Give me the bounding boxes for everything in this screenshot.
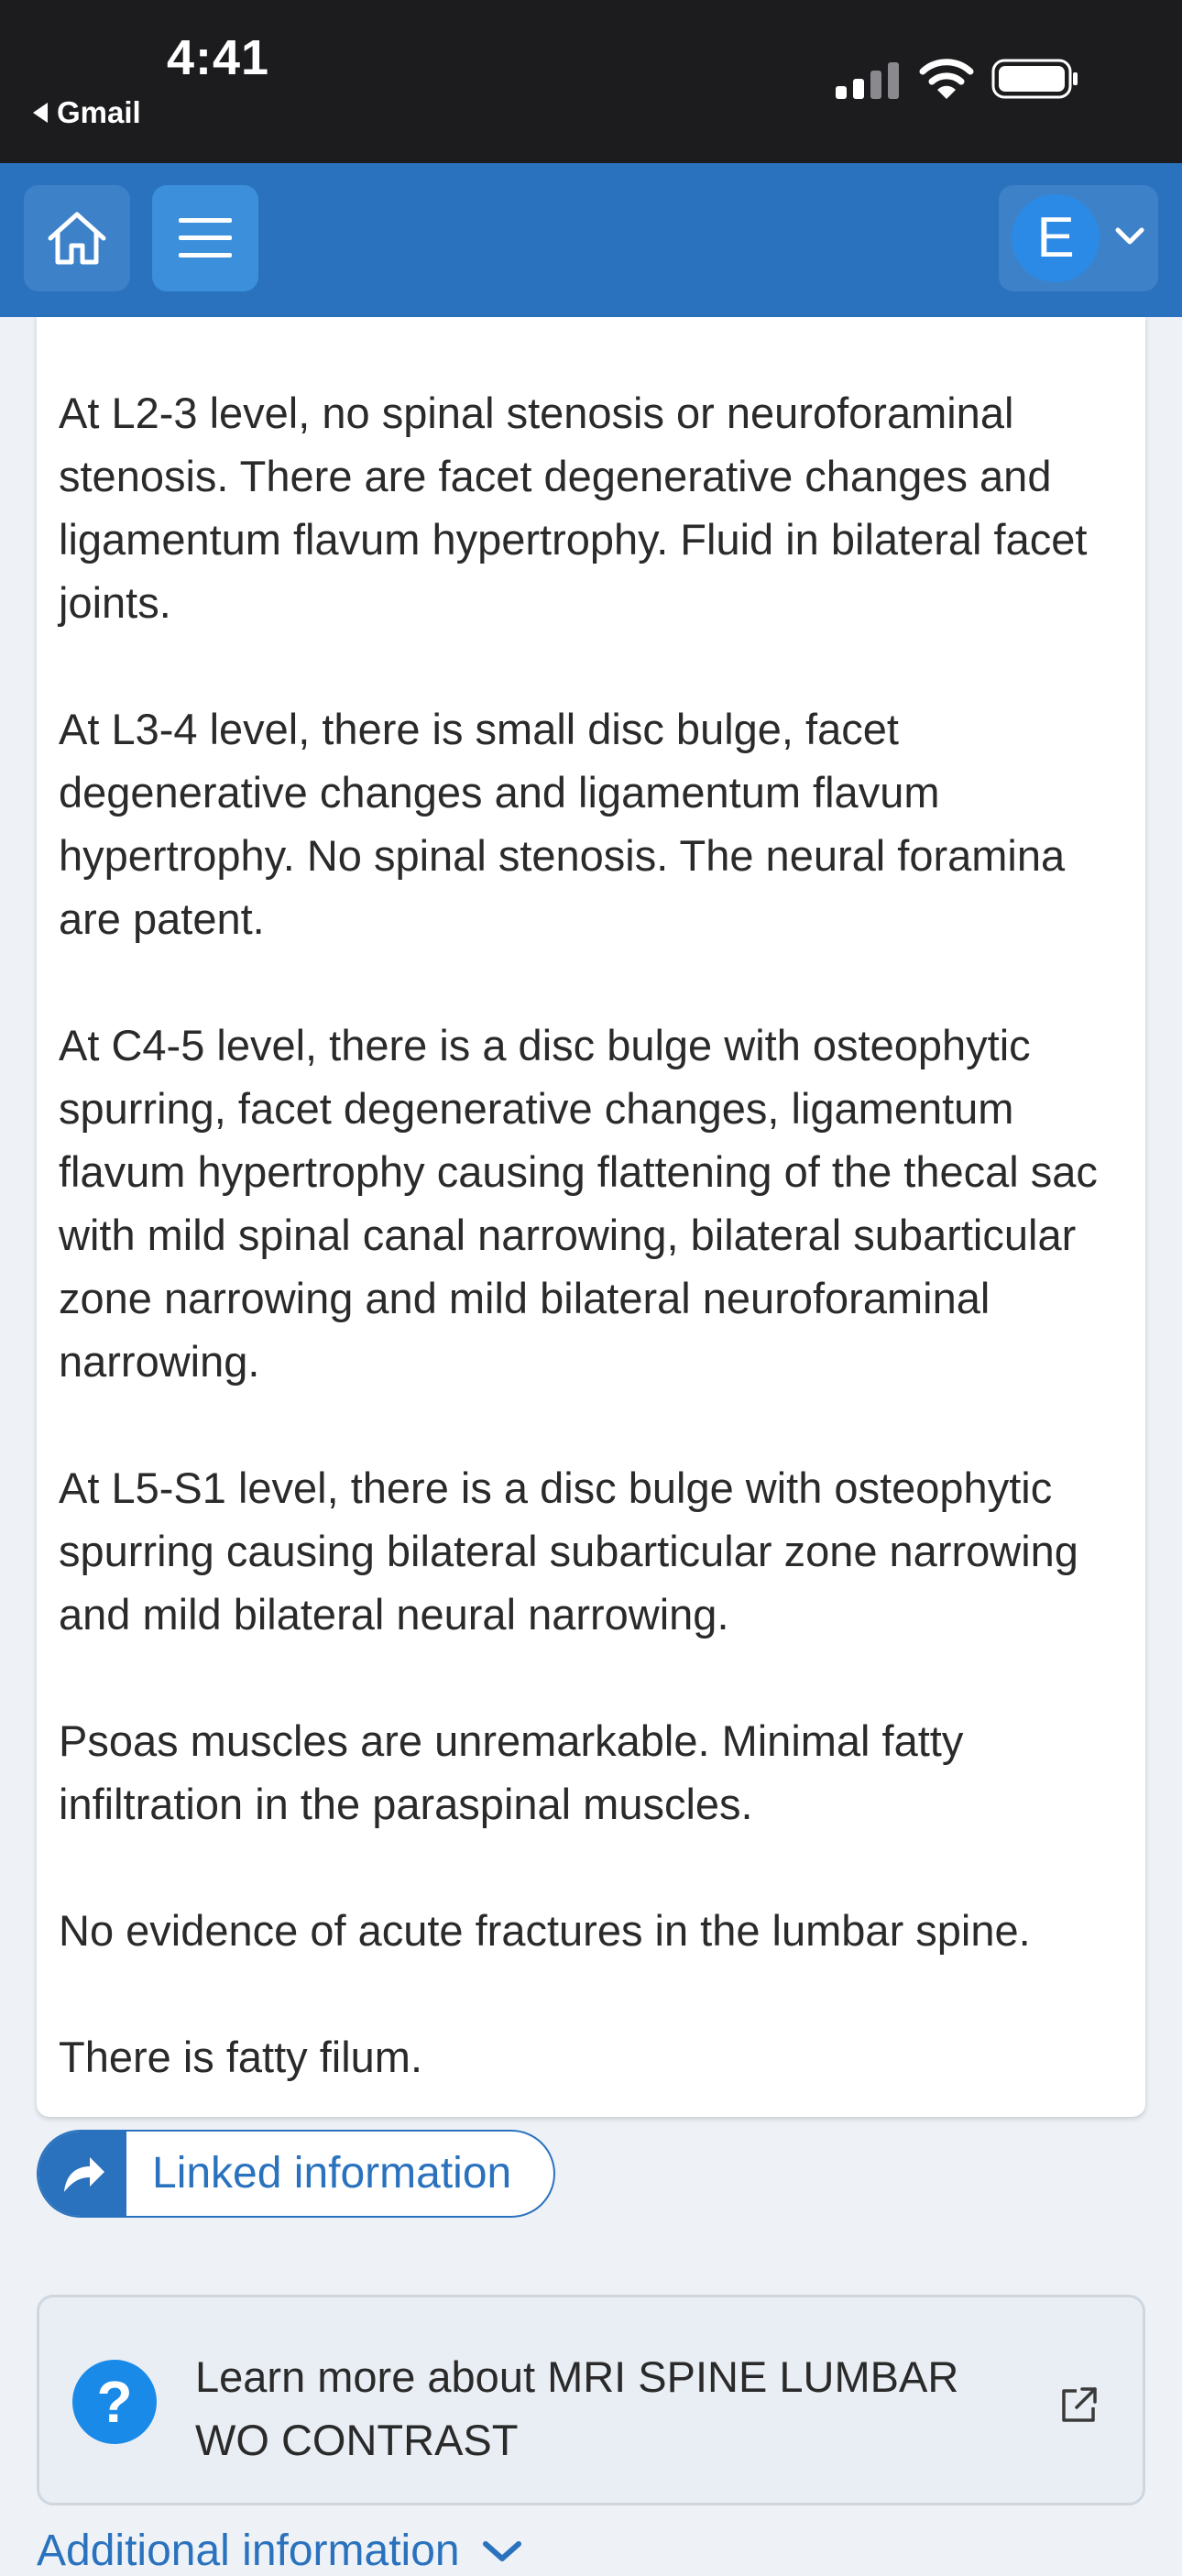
back-to-gmail-link[interactable] xyxy=(33,95,141,130)
linked-information-label: Linked information xyxy=(152,2149,512,2198)
battery-icon xyxy=(991,59,1079,99)
report-findings xyxy=(59,381,1122,2088)
home-button[interactable] xyxy=(24,185,130,291)
finding-paragraph: At L3-4 level, there is small disc bulge, facet degenerative changes and ligamentum flavum hypertrophy. No spinal stenosis. The neural foramina are patent. xyxy=(59,705,1066,943)
finding-paragraph: At L5-S1 level, there is a disc bulge with osteophytic spurring causing bilateral subarticular zone narrowing and mild bilateral neural narrowing. xyxy=(59,1463,1078,1639)
learn-more-text: Learn more about MRI SPINE LUMBAR WO CONTRAST xyxy=(195,2352,959,2464)
linked-icon-container xyxy=(38,2132,126,2216)
additional-information-label: Additional information xyxy=(37,2527,460,2575)
chevron-down-icon xyxy=(482,2538,522,2564)
linked-information-button[interactable] xyxy=(37,2130,555,2218)
finding-paragraph: Psoas muscles are unremarkable. Minimal fatty infiltration in the paraspinal muscles. xyxy=(59,1716,964,1828)
finding-paragraph: There is fatty filum. xyxy=(59,2033,422,2081)
menu-button[interactable] xyxy=(152,185,258,291)
additional-information-toggle[interactable] xyxy=(37,2526,522,2576)
external-link-icon xyxy=(1058,2385,1099,2426)
app-header xyxy=(0,163,1182,317)
signal-icon xyxy=(836,62,900,99)
chevron-down-icon xyxy=(1114,225,1145,247)
report-card xyxy=(37,317,1145,2117)
hamburger-menu-icon xyxy=(179,216,232,260)
avatar: E xyxy=(1012,194,1100,282)
status-time: 4:41 xyxy=(167,30,270,85)
finding-paragraph: At C4-5 level, there is a disc bulge with osteophytic spurring, facet degenerative changes, ligamentum flavum hypertrophy causing flattening of the thecal sac with mild spinal canal narrowing, bilateral subarticular zone narrowing and mild bilateral neuroforaminal narrowing. xyxy=(59,1021,1098,1386)
learn-more-card[interactable] xyxy=(37,2295,1145,2505)
help-question-icon: ? xyxy=(72,2360,157,2444)
home-icon xyxy=(45,209,109,268)
back-triangle-icon xyxy=(33,103,48,123)
back-app-label: Gmail xyxy=(57,95,141,129)
profile-menu-button[interactable] xyxy=(999,185,1158,291)
finding-paragraph: No evidence of acute fractures in the lumbar spine. xyxy=(59,1906,1031,1955)
share-arrow-icon xyxy=(59,2152,106,2196)
finding-paragraph: At L2-3 level, no spinal stenosis or neuroforaminal stenosis. There are facet degenerative changes and ligamentum flavum hypertrophy. Fluid in bilateral facet joints. xyxy=(59,389,1088,627)
wifi-icon xyxy=(919,57,974,101)
status-bar xyxy=(0,0,1182,163)
